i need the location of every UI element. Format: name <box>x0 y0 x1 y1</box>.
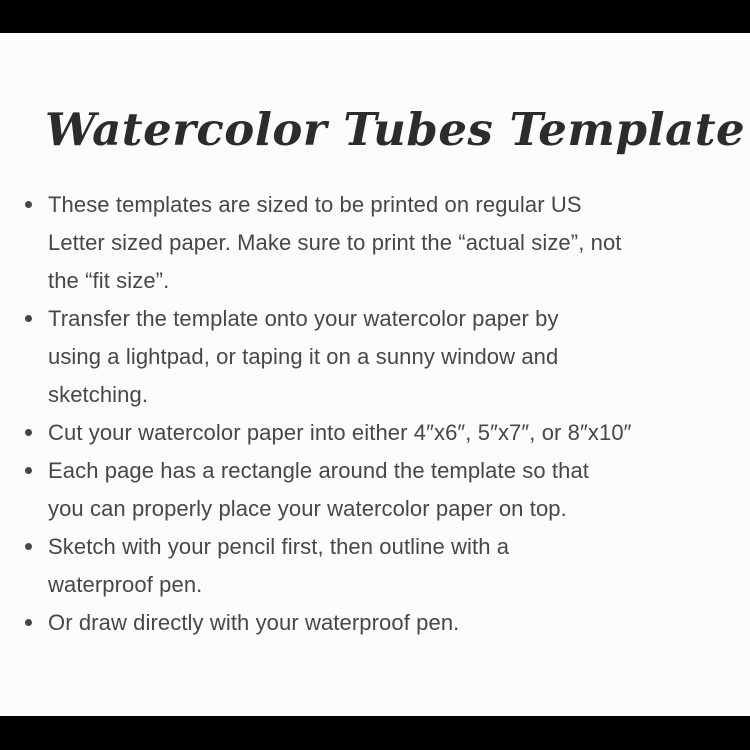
list-item-text <box>48 452 589 528</box>
list-item-text <box>48 414 632 452</box>
bullet-icon <box>25 467 32 474</box>
text-line: the “fit size”. <box>48 268 170 293</box>
text-line: you can properly place your watercolor paper on top. <box>48 496 567 521</box>
bullet-icon <box>25 315 32 322</box>
list-item <box>25 452 632 528</box>
text-line: Cut your watercolor paper into either 4″x6″, 5″x7″, or 8″x10″ <box>48 420 632 445</box>
text-line: sketching. <box>48 382 149 407</box>
text-line: Or draw directly with your waterproof pen. <box>48 610 460 635</box>
list-item <box>25 414 632 452</box>
text-line: Sketch with your pencil first, then outline with a <box>48 534 510 559</box>
list-item-text <box>48 300 559 414</box>
text-line: Each page has a rectangle around the template so that <box>48 458 590 483</box>
list-item <box>25 300 632 414</box>
text-line: Letter sized paper. Make sure to print the “actual size”, not <box>48 230 622 255</box>
bullet-icon <box>25 619 32 626</box>
text-line: waterproof pen. <box>48 572 203 597</box>
bottom-letterbox-bar <box>0 716 750 750</box>
list-item-text <box>48 186 622 300</box>
bullet-icon <box>25 543 32 550</box>
list-item-text <box>48 604 459 642</box>
list-item <box>25 604 632 642</box>
list-item-text <box>48 528 509 604</box>
text-line: using a lightpad, or taping it on a sunny window and <box>48 344 559 369</box>
instructions-list <box>25 186 632 642</box>
list-item <box>25 186 632 300</box>
text-line: Transfer the template onto your watercolor paper by <box>48 306 559 331</box>
list-item <box>25 528 632 604</box>
page-title: Watercolor Tubes Template <box>45 103 746 156</box>
bullet-icon <box>25 429 32 436</box>
text-line: These templates are sized to be printed on regular US <box>48 192 582 217</box>
top-letterbox-bar <box>0 0 750 33</box>
bullet-icon <box>25 201 32 208</box>
